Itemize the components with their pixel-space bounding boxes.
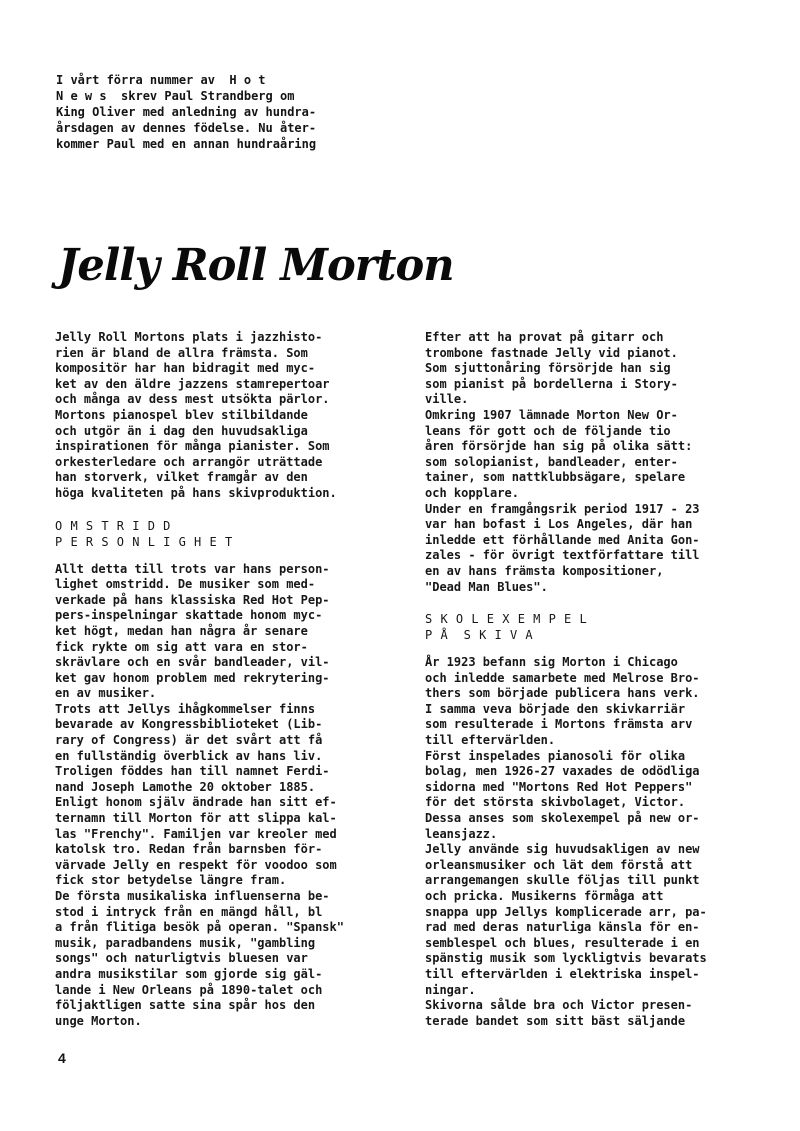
text-line: De första musikaliska influenserna be- — [55, 889, 330, 903]
text-line: Allt detta till trots var hans person- — [55, 561, 330, 576]
text-line: Jelly Roll Mortons plats i jazzhisto- — [55, 330, 323, 344]
text-line: andra musikstilar som gjorde sig gäl- — [55, 966, 323, 981]
text-line: ville. — [425, 392, 469, 407]
text-line: för det största skivbolaget, Victor. — [425, 795, 686, 810]
text-line: till eftervärlden. — [425, 733, 556, 748]
text-line: songs" och naturligtvis bluesen var — [55, 951, 308, 966]
heading-line: S K O L E X E M P E L — [425, 612, 588, 627]
heading-line: O M S T R I D D — [55, 518, 171, 533]
intro-line: kommer Paul med en annan hundraåring — [56, 137, 317, 151]
intro-line: King Oliver med anledning av hundra- — [56, 105, 317, 119]
text-line: snappa upp Jellys komplicerade arr, pa- — [425, 904, 707, 919]
left-column — [55, 330, 395, 1029]
text-line: han storverk, vilket framgår av den — [55, 470, 308, 485]
text-line: orleansmusiker och lät dem förstå att — [425, 857, 693, 872]
text-line: en av hans främsta kompositioner, — [425, 563, 664, 578]
text-line: följaktligen satte sina spår hos den — [55, 998, 316, 1013]
intro-line: årsdagen av dennes födelse. Nu åter- — [56, 121, 317, 135]
text-line: åren försörjde han sig på olika sätt: — [425, 439, 693, 454]
text-line: bevarade av Kongressbiblioteket (Lib- — [55, 717, 323, 732]
text-line: ternamn till Morton för att slippa kal- — [55, 811, 337, 826]
heading-line: P E R S O N L I G H E T — [55, 534, 233, 549]
text-line: kompositör har han bidragit med myc- — [55, 361, 316, 376]
article-title: Jelly Roll Morton — [58, 240, 454, 291]
text-line: till eftervärlden i elektriska inspel- — [425, 966, 700, 981]
text-line: verkade på hans klassiska Red Hot Pep- — [55, 592, 330, 607]
text-line: stod i intryck från en mängd håll, bl — [55, 904, 323, 919]
text-line: trombone fastnade Jelly vid pianot. — [425, 345, 678, 360]
text-line: tainer, som nattklubbsägare, spelare — [425, 470, 686, 485]
section-heading-skolexempel — [425, 611, 755, 643]
text-line: Jelly använde sig huvudsakligen av new — [425, 842, 700, 857]
text-line: ningar. — [425, 982, 476, 997]
text-line: bolag, men 1926-27 vaxades de odödliga — [425, 764, 700, 779]
text-line: och pricka. Musikerns förmåga att — [425, 889, 664, 903]
text-line: Mortons pianospel blev stilbildande — [55, 407, 308, 422]
text-line: Trots att Jellys ihågkommelser finns — [55, 701, 316, 716]
text-line: "Dead Man Blues". — [425, 579, 548, 594]
text-line: Dessa anses som skolexempel på new or- — [425, 811, 700, 826]
text-line: och utgör än i dag den huvudsakliga — [55, 423, 308, 438]
text-line: zales - för övrigt textförfattare till — [425, 548, 700, 563]
text-line: lighet omstridd. De musiker som med- — [55, 577, 316, 592]
left-paragraph-2 — [55, 562, 395, 1030]
text-line: och många av dess mest utsökta pärlor. — [55, 392, 330, 407]
text-line: Skivorna sålde bra och Victor presen- — [425, 998, 693, 1013]
page-number: 4 — [58, 1050, 66, 1066]
right-paragraph-2 — [425, 655, 755, 1029]
intro-line: I vårt förra nummer av H o t — [56, 73, 266, 87]
text-line: och inledde samarbete med Melrose Bro- — [425, 670, 700, 685]
text-line: höga kvaliteten på hans skivproduktion. — [55, 485, 337, 500]
text-line: semblespel och blues, resulterade i en — [425, 935, 700, 950]
text-line: las "Frenchy". Familjen var kreoler med — [55, 826, 337, 841]
text-line: terade bandet som sitt bäst säljande — [425, 1013, 686, 1028]
text-line: arrangemangen skulle följas till punkt — [425, 873, 700, 888]
text-line: som solopianist, bandleader, enter- — [425, 454, 678, 469]
text-line: sidorna med "Mortons Red Hot Peppers" — [425, 779, 693, 794]
heading-line: P Å S K I V A — [425, 628, 534, 643]
text-line: År 1923 befann sig Morton i Chicago — [425, 655, 678, 670]
text-line: Troligen föddes han till namnet Ferdi- — [55, 764, 330, 779]
text-line: katolsk tro. Redan från barnsben för- — [55, 842, 323, 857]
text-line: ket av den äldre jazzens stamrepertoar — [55, 376, 330, 391]
text-line: nand Joseph Lamothe 20 oktober 1885. — [55, 779, 316, 794]
text-line: Först inspelades pianosoli för olika — [425, 748, 686, 763]
text-line: rary of Congress) är det svårt att få — [55, 733, 323, 748]
text-line: I samma veva började den skivkarriär — [425, 701, 686, 716]
text-line: leans för gott och de följande tio — [425, 423, 671, 438]
text-line: fick rykte om sig att vara en stor- — [55, 639, 308, 654]
text-line: lande i New Orleans på 1890-talet och — [55, 982, 323, 997]
text-line: fick stor betydelse längre fram. — [55, 873, 287, 888]
text-line: ket högt, medan han några år senare — [55, 623, 308, 638]
text-line: som resulterade i Mortons främsta arv — [425, 717, 693, 732]
text-line: Enligt honom själv ändrade han sitt ef- — [55, 795, 337, 810]
intro-line: N e w s skrev Paul Strandberg om — [56, 89, 295, 103]
text-line: en av musiker. — [55, 686, 157, 701]
text-line: skrävlare och en svår bandleader, vil- — [55, 655, 330, 670]
text-line: orkesterledare och arrangör uträttade — [55, 454, 323, 469]
text-line: Omkring 1907 lämnade Morton New Or- — [425, 407, 678, 422]
text-line: thers som började publicera hans verk. — [425, 686, 700, 701]
text-line: och kopplare. — [425, 485, 519, 500]
text-line: musik, paradbandens musik, "gambling — [55, 935, 316, 950]
text-line: spänstig musik som lyckligtvis bevarats — [425, 951, 707, 966]
text-line: Under en framgångsrik period 1917 - 23 — [425, 501, 700, 516]
text-line: en fullständig överblick av hans liv. — [55, 748, 323, 763]
intro-text — [56, 72, 376, 152]
text-line: leansjazz. — [425, 826, 498, 841]
text-line: ket gav honom problem med rekrytering- — [55, 670, 330, 685]
text-line: inledde ett förhållande med Anita Gon- — [425, 532, 700, 547]
text-line: inspirationen för många pianister. Som — [55, 439, 330, 454]
text-line: som pianist på bordellerna i Story- — [425, 376, 678, 391]
text-line: a från flitiga besök på operan. "Spansk" — [55, 920, 344, 935]
section-heading-omstridd — [55, 518, 395, 550]
right-paragraph-1 — [425, 330, 755, 595]
text-line: Efter att ha provat på gitarr och — [425, 330, 664, 344]
text-line: pers-inspelningar skattade honom myc- — [55, 608, 323, 623]
text-line: var han bofast i Los Angeles, där han — [425, 517, 693, 532]
text-line: värvade Jelly en respekt för voodoo som — [55, 857, 337, 872]
text-line: Som sjuttonåring försörjde han sig — [425, 361, 671, 376]
text-line: unge Morton. — [55, 1013, 142, 1028]
text-line: rien är bland de allra främsta. Som — [55, 345, 308, 360]
text-line: rad med deras naturliga känsla för en- — [425, 920, 700, 935]
right-column — [425, 330, 755, 1029]
left-paragraph-1 — [55, 330, 395, 502]
